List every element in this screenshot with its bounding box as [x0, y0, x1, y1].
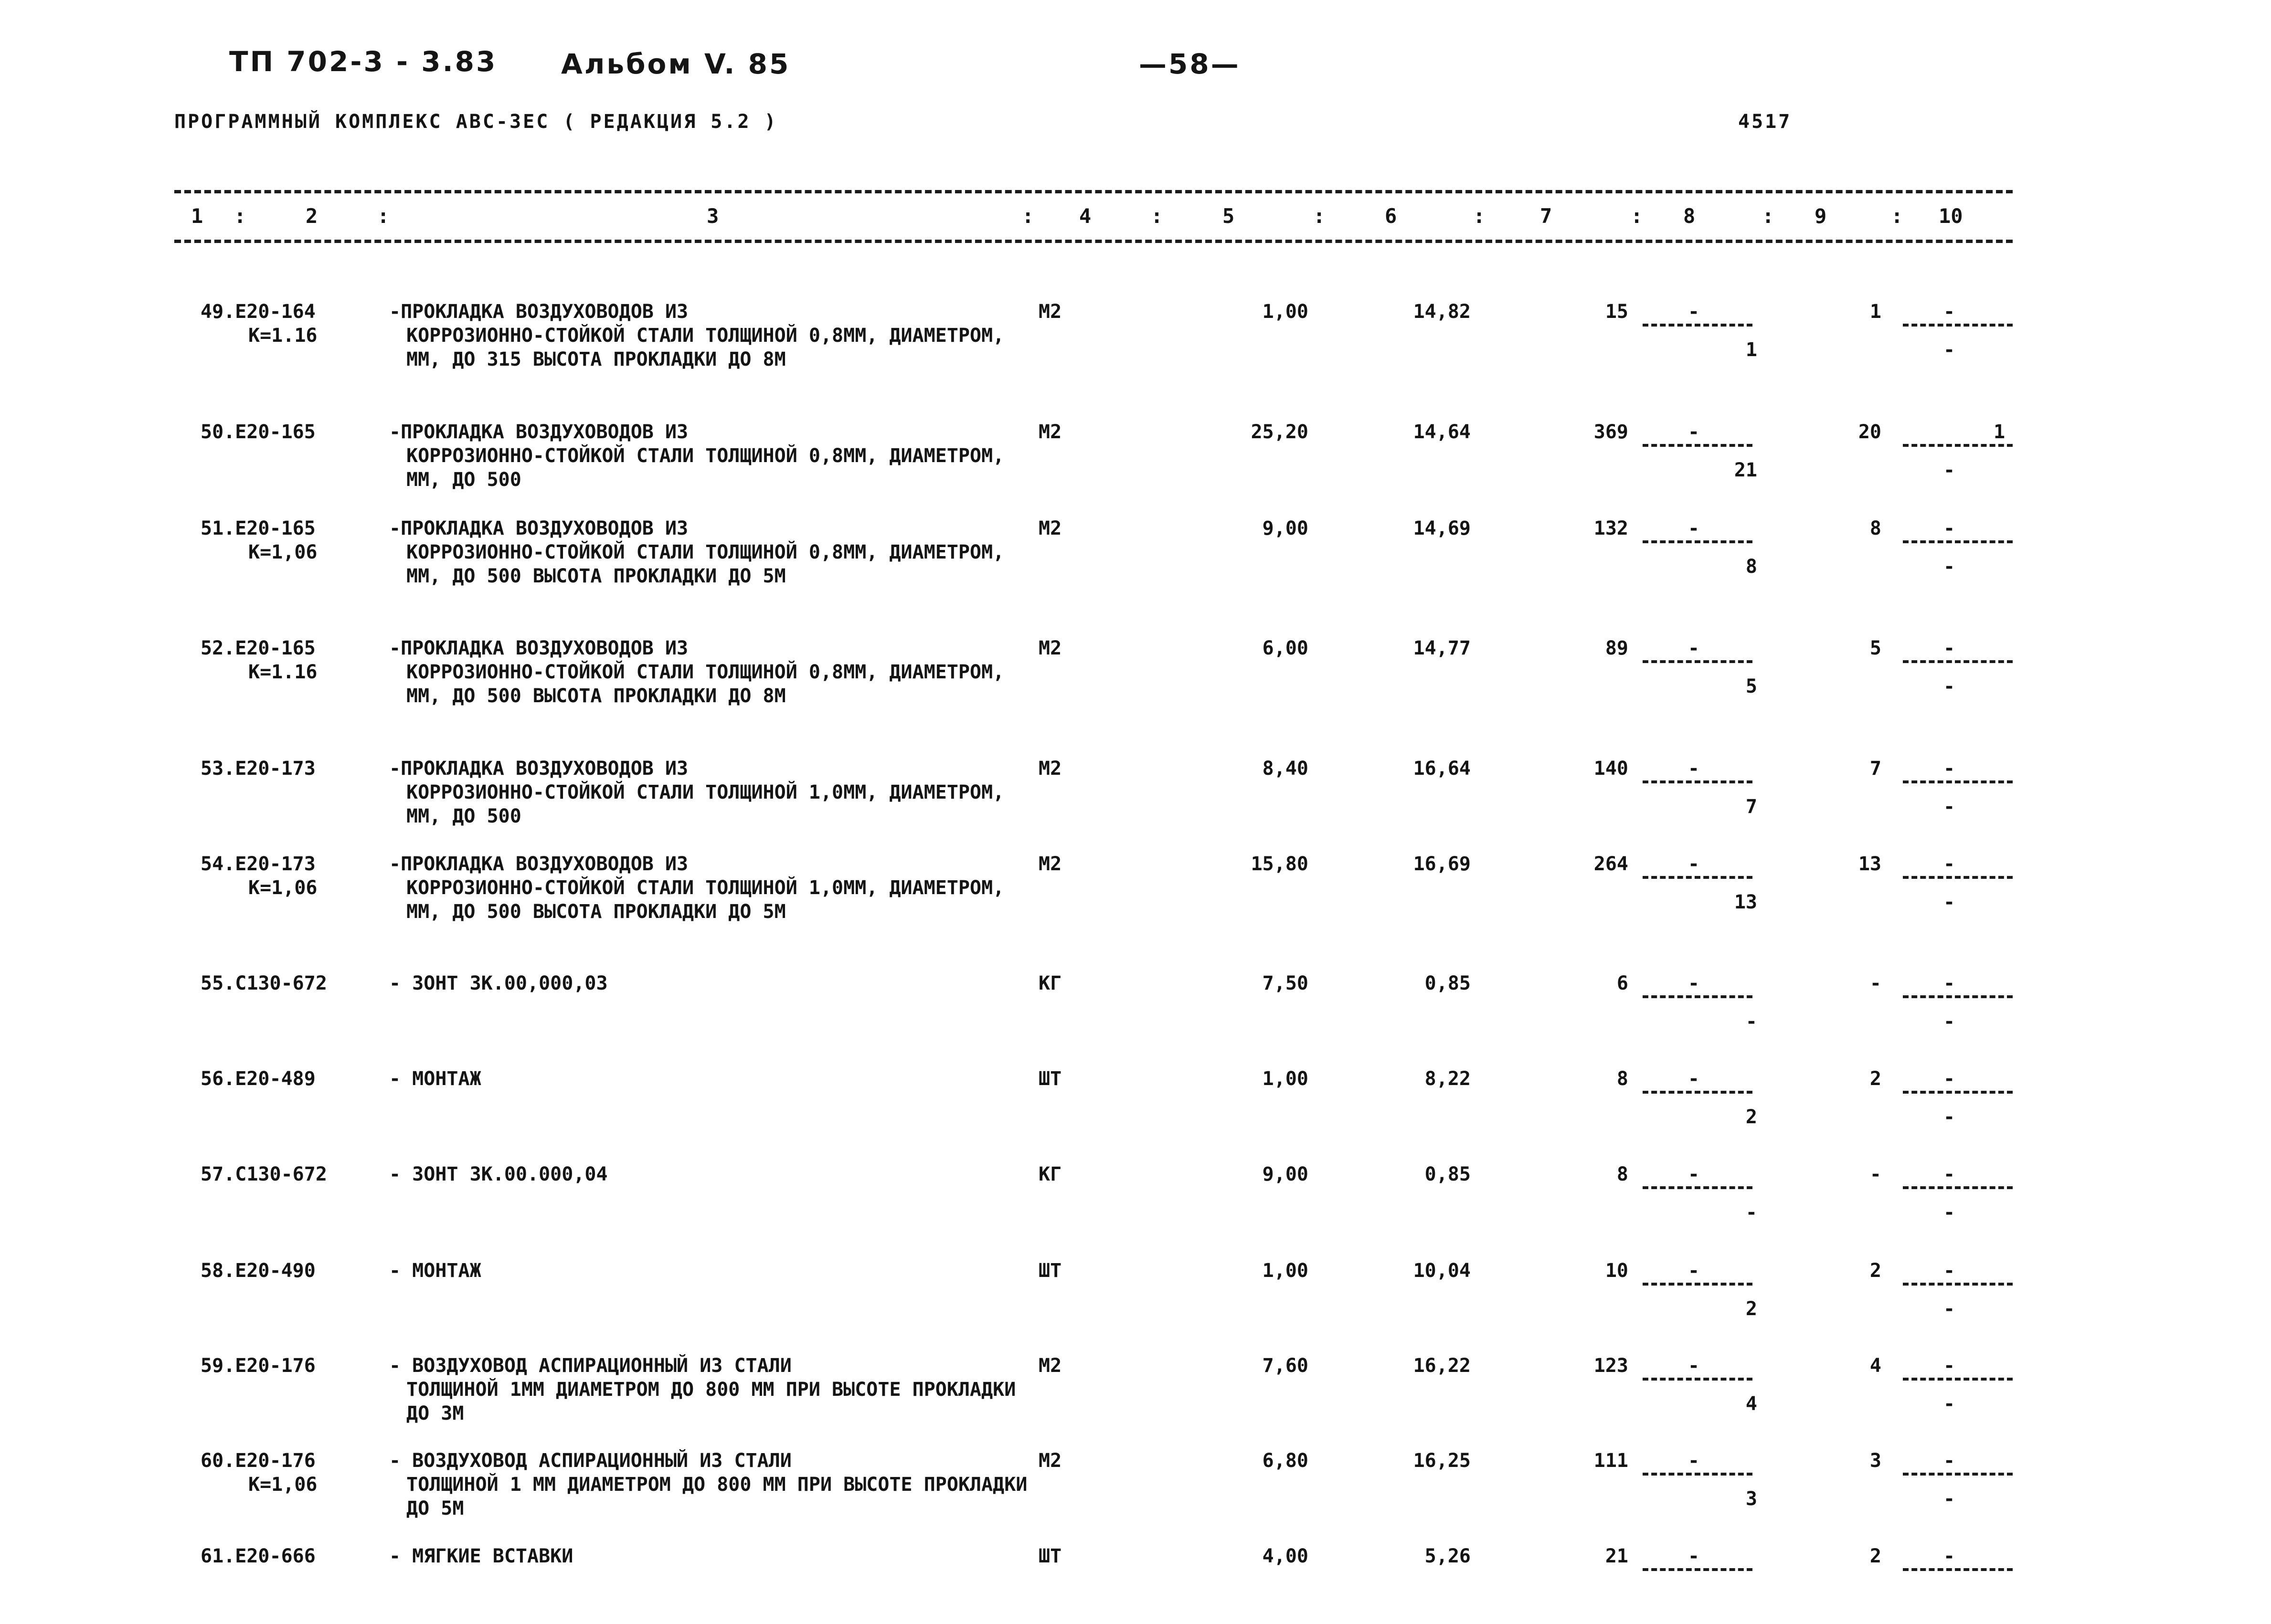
row-description	[389, 517, 1048, 588]
col-2-header: 2	[306, 204, 318, 228]
row-code: 49.Е20-164	[201, 301, 316, 323]
row-quantity: 1,00	[1262, 1068, 1308, 1090]
col-separator: :	[1631, 204, 1643, 228]
row-unit-price: 14,82	[1413, 301, 1471, 323]
row-total: 369	[1593, 421, 1628, 443]
row-col10-fraction-line	[1903, 876, 2013, 879]
row-col8-top: -	[1688, 1163, 1700, 1185]
table-top-rule	[174, 190, 2013, 193]
col-separator: :	[1022, 204, 1034, 228]
row-code: 51.Е20-165	[201, 517, 316, 539]
row-col10-bottom: -	[1943, 1106, 1955, 1128]
row-col8-fraction-line	[1643, 444, 1752, 447]
row-unit-price: 14,77	[1413, 637, 1471, 659]
col-5-header: 5	[1222, 204, 1235, 228]
row-code: 57.С130-672	[201, 1163, 327, 1185]
row-description	[389, 300, 1048, 371]
row-col10-top: -	[1943, 301, 1955, 323]
row-col9: 3	[1869, 1450, 1881, 1472]
row-unit-price: 10,04	[1413, 1260, 1471, 1282]
description-line-2: КОРРОЗИОННО-СТОЙКОЙ СТАЛИ ТОЛЩИНОЙ 0,8ММ, ДИАМЕТРОМ, ММ, ДО 315 ВЫСОТА ПРОКЛАДКИ ДО 8М	[406, 325, 1005, 370]
row-col8-bottom: 21	[1734, 459, 1757, 481]
row-col8-top: -	[1688, 1260, 1700, 1282]
row-col8-bottom: 2	[1745, 1298, 1757, 1320]
description-line-2: КОРРОЗИОННО-СТОЙКОЙ СТАЛИ ТОЛЩИНОЙ 1,0ММ, ДИАМЕТРОМ, ММ, ДО 500	[406, 781, 1005, 827]
row-col10-top: -	[1943, 1355, 1955, 1377]
row-col8-top: -	[1688, 853, 1700, 875]
row-col10-fraction-line	[1903, 1283, 2013, 1286]
row-col10-top: -	[1943, 758, 1955, 780]
row-col9: 13	[1858, 853, 1881, 875]
handwritten-album: Альбом V. 85	[561, 48, 791, 80]
row-unit-price: 16,25	[1413, 1450, 1471, 1472]
row-col8-fraction-line	[1643, 1568, 1752, 1571]
description-line-1: - ВОЗДУХОВОД АСПИРАЦИОННЫЙ ИЗ СТАЛИ	[389, 1355, 792, 1377]
row-col8-top: -	[1688, 1450, 1700, 1472]
row-col10-top: 1	[1994, 421, 2006, 443]
row-col10-fraction-line	[1903, 1568, 2013, 1571]
col-9-header: 9	[1815, 204, 1827, 228]
row-description	[389, 1259, 1048, 1283]
row-quantity: 1,00	[1262, 1260, 1308, 1282]
row-quantity: 9,00	[1262, 517, 1308, 539]
row-col9: 2	[1869, 1545, 1881, 1567]
description-line-1: - МЯГКИЕ ВСТАВКИ	[389, 1545, 573, 1567]
row-unit: М2	[1039, 853, 1062, 875]
row-description	[389, 757, 1048, 828]
row-col8-fraction-line	[1643, 1283, 1752, 1286]
row-unit-price: 0,85	[1424, 1163, 1471, 1185]
row-col10-bottom: -	[1943, 891, 1955, 913]
row-unit-price: 16,64	[1413, 758, 1471, 780]
row-col8-bottom: 8	[1745, 556, 1757, 578]
row-quantity: 25,20	[1251, 421, 1308, 443]
row-col10-bottom: -	[1943, 1488, 1955, 1510]
col-8-header: 8	[1683, 204, 1696, 228]
row-col8-fraction-line	[1643, 324, 1752, 327]
row-unit-price: 16,69	[1413, 853, 1471, 875]
row-col8-fraction-line	[1643, 1186, 1752, 1189]
row-quantity: 7,50	[1262, 972, 1308, 994]
row-unit-price: 0,85	[1424, 972, 1471, 994]
row-col10-top: -	[1943, 1545, 1955, 1567]
row-col10-top: -	[1943, 972, 1955, 994]
row-col10-fraction-line	[1903, 660, 2013, 663]
description-line-1: -ПРОКЛАДКА ВОЗДУХОВОДОВ ИЗ	[389, 637, 689, 659]
row-description	[389, 1354, 1048, 1425]
row-col10-bottom: -	[1943, 556, 1955, 578]
row-coefficient: К=1,06	[248, 1474, 318, 1496]
row-unit-price: 5,26	[1424, 1545, 1471, 1567]
program-complex-line: ПРОГРАММНЫЙ КОМПЛЕКС АВС-3ЕС ( РЕДАКЦИЯ 5.2 )	[174, 111, 778, 133]
row-col8-top: -	[1688, 517, 1700, 539]
col-3-header: 3	[707, 204, 719, 228]
col-4-header: 4	[1079, 204, 1092, 228]
description-line-1: -ПРОКЛАДКА ВОЗДУХОВОДОВ ИЗ	[389, 301, 689, 323]
row-col9: 2	[1869, 1260, 1881, 1282]
row-col10-bottom: -	[1943, 339, 1955, 361]
row-total: 111	[1593, 1450, 1628, 1472]
row-unit: ШТ	[1039, 1545, 1062, 1567]
row-col9: 1	[1869, 301, 1881, 323]
row-total: 132	[1593, 517, 1628, 539]
row-quantity: 6,80	[1262, 1450, 1308, 1472]
description-line-2: ТОЛЩИНОЙ 1 ММ ДИАМЕТРОМ ДО 800 ММ ПРИ ВЫСОТЕ ПРОКЛАДКИ ДО 5М	[406, 1474, 1028, 1519]
row-col10-fraction-line	[1903, 1186, 2013, 1189]
description-line-2: ТОЛЩИНОЙ 1ММ ДИАМЕТРОМ ДО 800 ММ ПРИ ВЫСОТЕ ПРОКЛАДКИ ДО 3М	[406, 1379, 1016, 1424]
row-total: 10	[1605, 1260, 1628, 1282]
row-col8-top: -	[1688, 637, 1700, 659]
row-total: 8	[1616, 1163, 1628, 1185]
row-unit: КГ	[1039, 1163, 1062, 1185]
col-separator: :	[1762, 204, 1774, 228]
row-col10-bottom: -	[1943, 459, 1955, 481]
row-unit: М2	[1039, 758, 1062, 780]
row-col10-bottom: -	[1943, 1393, 1955, 1415]
row-unit: М2	[1039, 637, 1062, 659]
description-line-2: КОРРОЗИОННО-СТОЙКОЙ СТАЛИ ТОЛЩИНОЙ 0,8ММ, ДИАМЕТРОМ, ММ, ДО 500 ВЫСОТА ПРОКЛАДКИ ДО 5М	[406, 541, 1005, 587]
row-col9: 5	[1869, 637, 1881, 659]
col-1-header: 1	[191, 204, 203, 228]
description-line-1: -ПРОКЛАДКА ВОЗДУХОВОДОВ ИЗ	[389, 517, 689, 539]
row-total: 15	[1605, 301, 1628, 323]
row-col8-bottom: -	[1745, 1202, 1757, 1223]
row-col8-top: -	[1688, 1355, 1700, 1377]
row-col9: -	[1869, 1163, 1881, 1185]
row-code: 61.Е20-666	[201, 1545, 316, 1567]
row-code: 55.С130-672	[201, 972, 327, 994]
row-col10-top: -	[1943, 1450, 1955, 1472]
row-unit: М2	[1039, 1450, 1062, 1472]
handwritten-page-number: —58—	[1139, 48, 1241, 80]
row-col10-top: -	[1943, 517, 1955, 539]
row-code: 54.Е20-173	[201, 853, 316, 875]
row-col9: 8	[1869, 517, 1881, 539]
row-description	[389, 1449, 1048, 1520]
description-line-1: - МОНТАЖ	[389, 1068, 481, 1090]
row-col8-top: -	[1688, 421, 1700, 443]
row-col8-top: -	[1688, 972, 1700, 994]
row-col8-bottom: 2	[1745, 1106, 1757, 1128]
row-col9: 2	[1869, 1068, 1881, 1090]
row-total: 21	[1605, 1545, 1628, 1567]
row-unit-price: 16,22	[1413, 1355, 1471, 1377]
col-7-header: 7	[1540, 204, 1552, 228]
row-col8-fraction-line	[1643, 660, 1752, 663]
row-unit: ШТ	[1039, 1068, 1062, 1090]
row-code: 58.Е20-490	[201, 1260, 316, 1282]
row-col8-fraction-line	[1643, 540, 1752, 543]
col-separator: :	[234, 204, 246, 228]
row-total: 123	[1593, 1355, 1628, 1377]
handwritten-project-code: ТП 702-3 - 3.83	[229, 45, 498, 78]
row-total: 264	[1593, 853, 1628, 875]
row-coefficient: К=1,06	[248, 541, 318, 563]
row-col10-top: -	[1943, 1163, 1955, 1185]
row-col10-top: -	[1943, 853, 1955, 875]
row-unit: М2	[1039, 421, 1062, 443]
description-line-1: - МОНТАЖ	[389, 1260, 481, 1282]
row-col10-bottom: -	[1943, 796, 1955, 818]
row-quantity: 8,40	[1262, 758, 1308, 780]
row-col8-fraction-line	[1643, 1378, 1752, 1381]
row-col8-bottom: 7	[1745, 796, 1757, 818]
row-unit: ШТ	[1039, 1260, 1062, 1282]
row-col10-fraction-line	[1903, 1473, 2013, 1476]
row-col10-fraction-line	[1903, 995, 2013, 998]
row-col10-bottom: -	[1943, 1202, 1955, 1223]
row-col9: 4	[1869, 1355, 1881, 1377]
row-col8-fraction-line	[1643, 1091, 1752, 1094]
row-description	[389, 420, 1048, 492]
col-separator: :	[1891, 204, 1903, 228]
row-total: 8	[1616, 1068, 1628, 1090]
description-line-1: -ПРОКЛАДКА ВОЗДУХОВОДОВ ИЗ	[389, 758, 689, 780]
row-col8-top: -	[1688, 1545, 1700, 1567]
row-col8-bottom: 1	[1745, 339, 1757, 361]
row-col10-top: -	[1943, 637, 1955, 659]
row-col10-fraction-line	[1903, 540, 2013, 543]
row-description	[389, 636, 1048, 708]
row-code: 53.Е20-173	[201, 758, 316, 780]
row-col8-bottom: -	[1745, 1011, 1757, 1033]
row-col9: -	[1869, 972, 1881, 994]
row-unit-price: 14,64	[1413, 421, 1471, 443]
row-col10-bottom: -	[1943, 1298, 1955, 1320]
description-line-2: КОРРОЗИОННО-СТОЙКОЙ СТАЛИ ТОЛЩИНОЙ 0,8ММ, ДИАМЕТРОМ, ММ, ДО 500 ВЫСОТА ПРОКЛАДКИ ДО 8М	[406, 661, 1005, 707]
row-code: 60.Е20-176	[201, 1450, 316, 1472]
col-separator: :	[377, 204, 390, 228]
col-separator: :	[1313, 204, 1326, 228]
row-col10-top: -	[1943, 1260, 1955, 1282]
description-line-1: - ЗОНТ ЗК.00.000,04	[389, 1163, 608, 1185]
row-quantity: 15,80	[1251, 853, 1308, 875]
row-unit: М2	[1039, 1355, 1062, 1377]
row-code: 56.Е20-489	[201, 1068, 316, 1090]
row-unit-price: 14,69	[1413, 517, 1471, 539]
row-col8-fraction-line	[1643, 876, 1752, 879]
row-col10-fraction-line	[1903, 1091, 2013, 1094]
row-col8-fraction-line	[1643, 995, 1752, 998]
row-quantity: 9,00	[1262, 1163, 1308, 1185]
row-total: 140	[1593, 758, 1628, 780]
row-col10-fraction-line	[1903, 444, 2013, 447]
col-10-header: 10	[1939, 204, 1963, 228]
row-description	[389, 1544, 1048, 1568]
row-col8-fraction-line	[1643, 1473, 1752, 1476]
row-col10-bottom: -	[1943, 675, 1955, 697]
row-col10-fraction-line	[1903, 324, 2013, 327]
row-col8-top: -	[1688, 758, 1700, 780]
row-coefficient: К=1.16	[248, 661, 318, 683]
row-total: 89	[1605, 637, 1628, 659]
row-unit: М2	[1039, 517, 1062, 539]
description-line-2: КОРРОЗИОННО-СТОЙКОЙ СТАЛИ ТОЛЩИНОЙ 1,0ММ, ДИАМЕТРОМ, ММ, ДО 500 ВЫСОТА ПРОКЛАДКИ ДО 5М	[406, 877, 1005, 923]
row-code: 59.Е20-176	[201, 1355, 316, 1377]
row-description	[389, 1067, 1048, 1091]
row-coefficient: К=1,06	[248, 877, 318, 899]
row-col8-bottom: 4	[1745, 1393, 1757, 1415]
row-col8-fraction-line	[1643, 780, 1752, 783]
row-col8-bottom: 5	[1745, 675, 1757, 697]
row-col8-bottom: 13	[1734, 891, 1757, 913]
description-line-1: - ВОЗДУХОВОД АСПИРАЦИОННЫЙ ИЗ СТАЛИ	[389, 1450, 792, 1472]
row-col10-fraction-line	[1903, 780, 2013, 783]
row-col10-fraction-line	[1903, 1378, 2013, 1381]
row-total: 6	[1616, 972, 1628, 994]
row-quantity: 7,60	[1262, 1355, 1308, 1377]
row-col8-top: -	[1688, 1068, 1700, 1090]
description-line-2: КОРРОЗИОННО-СТОЙКОЙ СТАЛИ ТОЛЩИНОЙ 0,8ММ, ДИАМЕТРОМ, ММ, ДО 500	[406, 445, 1005, 491]
row-quantity: 6,00	[1262, 637, 1308, 659]
col-separator: :	[1473, 204, 1486, 228]
row-col8-bottom: 3	[1745, 1488, 1757, 1510]
sheet-number: 4517	[1738, 111, 1792, 133]
row-col9: 7	[1869, 758, 1881, 780]
row-unit-price: 8,22	[1424, 1068, 1471, 1090]
row-description	[389, 852, 1048, 924]
row-col8-top: -	[1688, 301, 1700, 323]
col-separator: :	[1151, 204, 1163, 228]
row-code: 50.Е20-165	[201, 421, 316, 443]
row-code: 52.Е20-165	[201, 637, 316, 659]
row-coefficient: К=1.16	[248, 325, 318, 347]
description-line-1: - ЗОНТ ЗК.00,000,03	[389, 972, 608, 994]
row-quantity: 4,00	[1262, 1545, 1308, 1567]
row-description	[389, 971, 1048, 995]
row-description	[389, 1162, 1048, 1186]
row-unit: КГ	[1039, 972, 1062, 994]
description-line-1: -ПРОКЛАДКА ВОЗДУХОВОДОВ ИЗ	[389, 853, 689, 875]
table-header-rule	[174, 240, 2013, 243]
col-6-header: 6	[1385, 204, 1397, 228]
description-line-1: -ПРОКЛАДКА ВОЗДУХОВОДОВ ИЗ	[389, 421, 689, 443]
row-col9: 20	[1858, 421, 1881, 443]
row-unit: М2	[1039, 301, 1062, 323]
row-col10-top: -	[1943, 1068, 1955, 1090]
row-quantity: 1,00	[1262, 301, 1308, 323]
row-col10-bottom: -	[1943, 1011, 1955, 1033]
